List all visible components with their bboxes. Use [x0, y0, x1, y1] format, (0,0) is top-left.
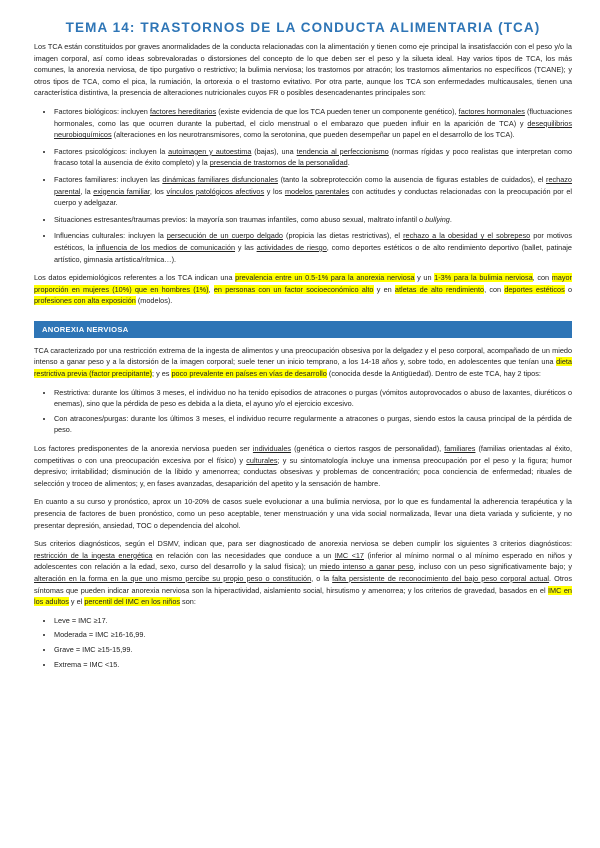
intro-paragraph: Los TCA están constituidos por graves anormalidades de la conducta relacionadas con la alimentación y tienen como eje principal la insatisfacción con el peso y/o la imagen corporal, así como ideas sobrevaloradas o distorsiones del concepto de lo que deben ser el peso y la silueta ideal. Hay varios tipos de TCA, los más comunes, la anorexia nerviosa, de tipo purgativo o restrictivo; la bulimia nerviosa; los trastornos por atracón; los trastornos alimentarios no específicos (TCANE); y otros tipos de TCA, como el pica, la rumiación, la ortorexia o el trastorno evitativo. Por otra parte, aunque los TCA son enfermedades multicausales, tienen una característica distintiva, la presencia de alteraciones nutricionales cuyos FR o posibles desencadenantes principales son: [34, 42, 572, 98]
list-item: • Restrictiva: durante los últimos 3 meses, el individuo no ha tenido episodios de atracones o purgas (vómitos autoprovocados o abuso de laxantes, diuréticos o enemas), sino que la pérdida de peso es debida a la dieta, el ayuno y/o el ejercicio excesivo. [54, 387, 572, 410]
list-item: • Leve = IMC ≥17. [54, 615, 572, 627]
anorexia-types-list [34, 387, 572, 436]
epidemiology-paragraph: Los datos epidemiológicos referentes a los TCA indican una prevalencia entre un 0.5-1% para la anorexia nerviosa y un 1-3% para la bulimia nerviosa, con mayor proporción en mujeres (10%) que en hombres (1%), en personas con un factor socioeconómico alto y en atletas de alto rendimiento, con deportes estéticos o profesiones con alta exposición (modelos). [34, 273, 573, 306]
list-item: • Moderada = IMC ≥16-16,99. [54, 629, 572, 641]
list-item: • Factores familiares: incluyen las dinámicas familiares disfuncionales (tanto la sobreprotección como la ausencia de figuras estables de cuidados), el rechazo parental, la exigencia familiar, los vínculos patológicos afectivos y los modelos parentales con actitudes y conductas relacionadas con la preocupación por el cuerpo y adelgazar. [54, 174, 572, 209]
list-item: • Situaciones estresantes/traumas previos: la mayoría son traumas infantiles, como abuso sexual, maltrato infantil o bullying. [54, 214, 572, 226]
predisposing-paragraph: Los factores predisponentes de la anorexia nerviosa pueden ser individuales (genética o ciertos rasgos de personalidad), familiares (familias orientadas al éxito, competitivas o con una preocupación excesiva por el físico) y culturales; y su sintomatología incluye una inmensa preocupación por el peso y la figura; humor depresivo; irritabilidad; disminución de la libido y amenorrea; conductas obsesivas y problemas de concentración; poca conciencia de enfermedad; rituales de selección y troceo de alimentos; y, en fases avanzadas, desaparición del apetito y la sensación de hambre. [34, 444, 573, 488]
list-item: • Factores biológicos: incluyen factores hereditarios (existe evidencia de que los TCA pueden tener un componente genético), factores hormonales (fluctuaciones hormonales, como las que ocurren durante la pubertad, el ciclo menstrual o el embarazo que pueden influir en la aparición de TCA) y desequilibrios neurobioquímicos (alteraciones en los neurotransmisores, como la serotonina, que pueden desempeñar un papel en el desarrollo de los TCA). [54, 106, 572, 141]
list-item: • Grave = IMC ≥15-15,99. [54, 644, 572, 656]
risk-factors-list [34, 106, 572, 265]
prognosis-paragraph: En cuanto a su curso y pronóstico, aprox un 10-20% de casos suele evolucionar a una bulimia nerviosa, por lo que es fundamental la adherencia terapéutica y la presencia de factores de buen pronóstico, como un peso aceptable, tener menstruación y una vida social normalizada, llevar una dieta variada y suficiente, y no presentar depresión, ansiedad, TOC o dependencia del alcohol. [34, 497, 572, 530]
page-title: TEMA 14: TRASTORNOS DE LA CONDUCTA ALIMENTARIA (TCA) [65, 20, 541, 35]
list-item: • Con atracones/purgas: durante los últimos 3 meses, el individuo recurre regularmente a atracones o purgas, siendo estos la causa principal de la pérdida de peso. [54, 413, 572, 436]
section-header-anorexia: ANOREXIA NERVIOSA [34, 321, 572, 338]
list-item: • Factores psicológicos: incluyen la autoimagen y autoestima (bajas), una tendencia al perfeccionismo (normas rígidas y poco realistas que interpretan como fracaso total la ausencia de éxito completo) y la presencia de trastornos de la personalidad. [54, 146, 572, 169]
severity-list [34, 615, 572, 670]
list-item: • Extrema = IMC <15. [54, 659, 572, 671]
list-item: • Influencias culturales: incluyen la persecución de un cuerpo delgado (propicia las dietas restrictivas), el rechazo a la obesidad y el sobrepeso por motivos estéticos, la influencia de los medios de comunicación y las actividades de riesgo, como deportes estéticos o de alto rendimiento deportivo (ballet, patinaje artístico, gimnasia artística/rítmica…). [54, 230, 572, 265]
criteria-paragraph: Sus criterios diagnósticos, según el DSMV, indican que, para ser diagnosticado de anorexia nerviosa se deben cumplir los siguientes 3 criterios diagnósticos: restricción de la ingesta energética en relación con las necesidades que conduce a un IMC <17 (inferior al mínimo normal o al mínimo esperado en niños y adolescentes con relación a la edad, sexo, curso del desarrollo y la salud física); un miedo intenso a ganar peso, incluso con un peso significativamente bajo; y alteración en la forma en la que uno mismo percibe su propio peso o constitución, o la falta persistente de reconocimiento del bajo peso corporal actual. Otros síntomas que pueden indicar anorexia nerviosa son la hiperactividad, aislamiento social, hirsutismo y amenorrea; y los criterios de gravedad, basados en el IMC en los adultos y el percentil del IMC en los niños son: [34, 539, 573, 607]
anorexia-definition: TCA caracterizado por una restricción extrema de la ingesta de alimentos y una preocupación obsesiva por la delgadez y el peso corporal, acompañado de un miedo intenso a ganar peso y a la distorsión de la imagen corporal; suele tener un inicio temprano, a los 14-18 años y, sobre todo, en adolescentes que tenían una dieta restrictiva previa (factor precipitante); y es poco prevalente en países en vías de desarrollo (conocida desde la Antigüedad). Dentro de este TCA, hay 2 tipos: [34, 345, 572, 379]
